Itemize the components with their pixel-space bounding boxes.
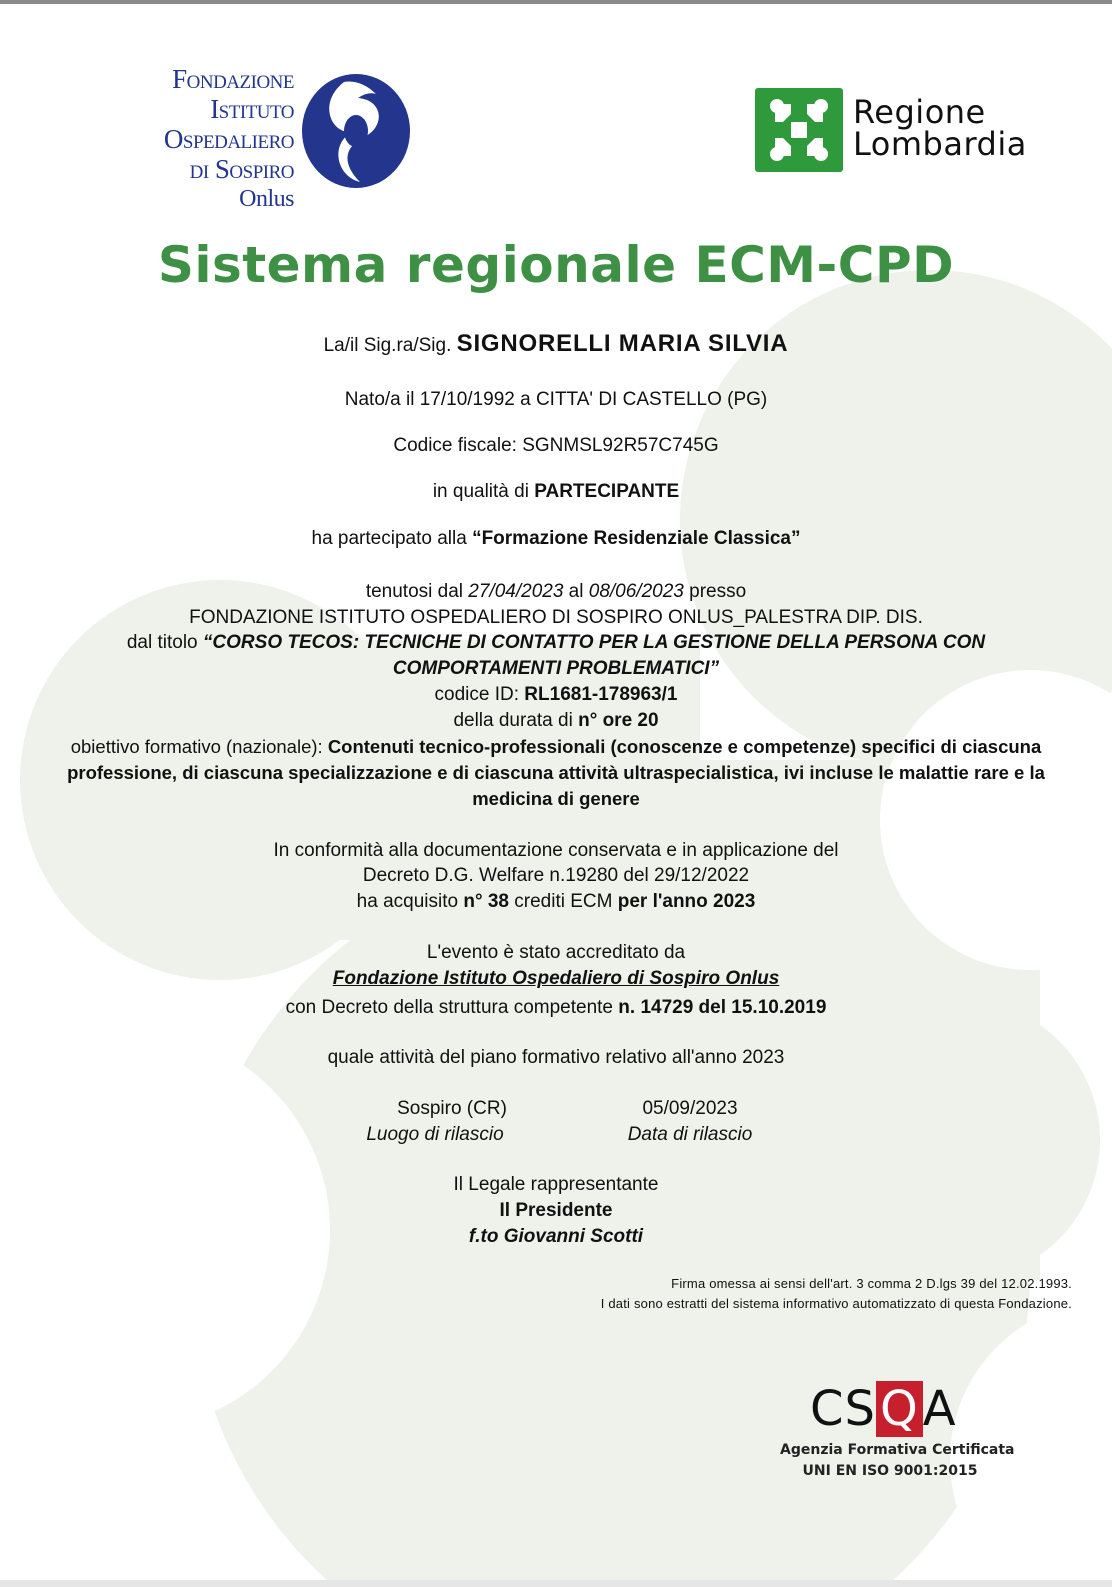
issue-date-label: Data di rilascio (627, 1124, 753, 1145)
provider-decree-line (30, 995, 1082, 1021)
credits-count: n° 38 (463, 891, 509, 912)
held-suffix: presso (689, 581, 747, 602)
decree-prefix: con Decreto della struttura competente (285, 997, 613, 1018)
course-type: “Formazione Residenziale Classica” (472, 528, 801, 549)
csqa-wordmark (810, 1378, 957, 1440)
course-type-line (30, 526, 1082, 552)
course-title: “CORSO TECOS: TECNICHE DI CONTATTO PER LA GESTIONE DELLA PERSONA CON (202, 632, 986, 653)
provider-name: Fondazione Istituto Ospedaliero di Sospiro Onlus (332, 968, 780, 989)
logo-line: Ospedaliero (163, 124, 294, 154)
objective-prefix: obiettivo formativo (nazionale): (70, 736, 323, 757)
duration-line (30, 708, 1082, 734)
bottom-border (0, 1580, 1112, 1587)
credits-line (30, 889, 1082, 915)
issue-place-label: Luogo di rilascio (366, 1124, 504, 1145)
fondazione-logo (140, 64, 420, 212)
csqa-subtitle (780, 1440, 1015, 1482)
issue-date: 05/09/2023 (642, 1098, 738, 1119)
credits-mid: crediti ECM (514, 891, 613, 912)
csqa-line2: UNI EN ISO 9001:2015 (802, 1463, 978, 1479)
csqa-line1: Agenzia Formativa Certificata (780, 1442, 1015, 1458)
csqa-logo (780, 1378, 1015, 1488)
fondazione-emblem-icon (300, 72, 412, 190)
code-line (30, 682, 1082, 708)
role-value: PARTECIPANTE (534, 481, 680, 502)
held-mid: al (568, 581, 584, 602)
decree-line: Decreto D.G. Welfare n.19280 del 29/12/2022 (362, 865, 750, 886)
logo-line: Regione (853, 93, 986, 131)
course-title-line1 (30, 630, 1082, 656)
duration-value: n° ore 20 (578, 710, 659, 731)
logo-line: di Sospiro (189, 154, 294, 184)
course-title-prefix: dal titolo (126, 632, 198, 653)
plan-line: quale attività del piano formativo relativo all'anno 2023 (327, 1047, 785, 1068)
code-prefix: codice ID: (434, 684, 520, 705)
decree-value: n. 14729 del 15.10.2019 (618, 997, 827, 1018)
csqa-letters: CS (810, 1381, 876, 1437)
course-title-cont: COMPORTAMENTI PROBLEMATICI” (392, 658, 720, 679)
birth-line: Nato/a il 17/10/1992 a CITTA' DI CASTELLO (PG) (344, 389, 768, 410)
course-title-line2 (30, 656, 1082, 682)
page-title: Sistema regionale ECM-CPD (157, 236, 955, 294)
conformity-line: In conformità alla documentazione conservata e in applicazione del (273, 840, 839, 861)
regione-logo-text (853, 93, 1027, 163)
signature-name (30, 1224, 1082, 1250)
accredited-line: L'evento è stato accreditato da (426, 942, 686, 963)
course-type-prefix: ha partecipato alla (311, 528, 467, 549)
venue: FONDAZIONE ISTITUTO OSPEDALIERO DI SOSPIRO ONLUS_PALESTRA DIP. DIS. (189, 607, 923, 628)
regione-rose-icon (755, 88, 843, 172)
signature-title-text: Il Presidente (499, 1200, 613, 1221)
objective-text: Contenuti tecnico-professionali (conoscenze e competenze) specifici di ciascuna professione, di ciascuna specializzazione e di ciascuna attività ultraspecialistica, ivi incluse le malattie rare e la medicina di genere (67, 736, 1045, 809)
duration-prefix: della durata di (453, 710, 573, 731)
logo-line: Fondazione (172, 64, 294, 94)
participant-name: SIGNORELLI MARIA SILVIA (456, 330, 789, 357)
role-prefix: in qualità di (432, 481, 529, 502)
role-line (30, 479, 1082, 505)
provider-line (30, 966, 1082, 992)
csqa-letter-a: A (922, 1381, 957, 1437)
objective-block (30, 734, 1082, 812)
held-prefix: tenutosi dal (365, 581, 464, 602)
signature-role: Il Legale rappresentante (453, 1174, 659, 1195)
credits-year: per l'anno 2023 (617, 891, 756, 912)
code-value: RL1681-178963/1 (524, 684, 678, 705)
regione-lombardia-logo (755, 86, 1055, 176)
fiscal-code: Codice fiscale: SGNMSL92R57C745G (393, 435, 719, 456)
fondazione-logo-text (164, 64, 294, 214)
issue-place: Sospiro (CR) (397, 1098, 507, 1119)
footnote-2: I dati sono estratti del sistema informativo automatizzato di questa Fondazione. (600, 1296, 1072, 1311)
dates-line (30, 579, 1082, 605)
participant-line (30, 331, 1082, 359)
signature-name-text: f.to Giovanni Scotti (468, 1226, 644, 1247)
footnote-1: Firma omessa ai sensi dell'art. 3 comma 2 D.lgs 39 del 12.02.1993. (671, 1276, 1072, 1291)
date-from: 27/04/2023 (468, 581, 564, 602)
credits-prefix: ha acquisito (356, 891, 459, 912)
csqa-q-letter: Q (876, 1381, 923, 1437)
logo-line: Istituto (210, 94, 294, 124)
logo-line: Onlus (239, 186, 294, 212)
signature-title (30, 1198, 1082, 1224)
participant-prefix: La/il Sig.ra/Sig. (323, 335, 452, 356)
date-to: 08/06/2023 (588, 581, 684, 602)
logo-line: Lombardia (853, 125, 1027, 163)
